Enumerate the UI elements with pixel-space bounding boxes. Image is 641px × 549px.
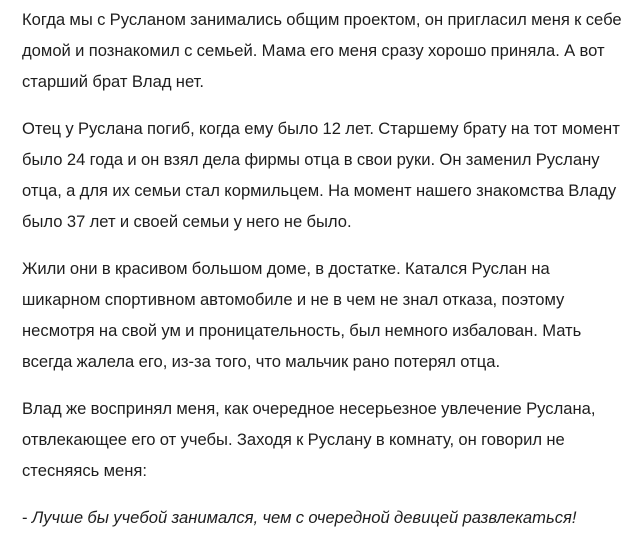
paragraph-3: Жили они в красивом большом доме, в достатке. Катался Руслан на шикарном спортивном автомобиле и не в чем не знал отказа, поэтому несмотря на свой ум и проницательность, был немного избалован. Мать всегда жалела его, из-за того, что мальчик рано потерял отца. [22,259,582,371]
paragraph-4: Влад же воспринял меня, как очередное несерьезное увлечение Руслана, отвлекающее его от учебы. Заходя к Руслану в комнату, он говорил не стесняясь меня: [22,399,596,480]
paragraph-2: Отец у Руслана погиб, когда ему было 12 лет. Старшему брату на тот момент было 24 года и он взял дела фирмы отца в свои руки. Он заменил Руслану отца, а для их семьи стал кормильцем. На момент нашего знакомства Владу было 37 лет и своей семьи у него не было. [22,119,620,231]
quote-dash: - [22,508,32,527]
article-body [22,0,632,549]
quote-text: Лучше бы учебой занимался, чем с очередной девицей развлекаться! [31,508,577,527]
paragraph-1: Когда мы с Русланом занимались общим проектом, он пригласил меня к себе домой и познакомил с семьей. Мама его меня сразу хорошо приняла. А вот старший брат Влад нет. [22,10,622,91]
dialogue-quote [22,502,632,533]
